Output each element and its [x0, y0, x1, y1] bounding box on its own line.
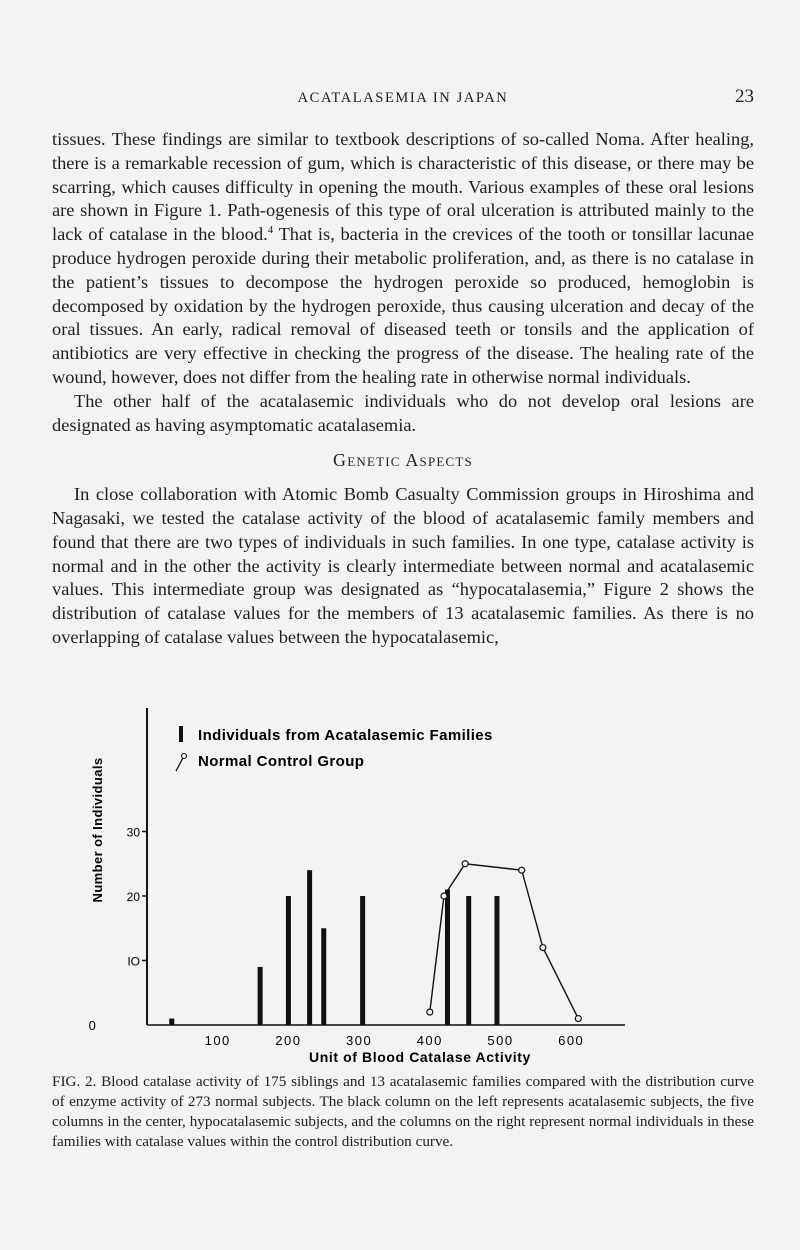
x-tick-label: 0	[88, 1018, 98, 1033]
legend-curve-label: Normal Control Group	[198, 753, 365, 770]
data-bar	[258, 967, 263, 1025]
curve-point	[441, 893, 447, 899]
paragraph: The other half of the acatalasemic individuals who do not develop oral lesions are designated as having asymptomatic acatalasemia.	[52, 390, 754, 435]
data-bar	[445, 890, 450, 1025]
legend-bar-swatch	[179, 726, 183, 742]
body-text	[52, 128, 754, 650]
legend-bars-label: Individuals from Acatalasemic Families	[198, 727, 493, 744]
x-tick-label: 300	[345, 1033, 373, 1048]
y-tick-label: 30	[126, 825, 140, 840]
caption-label: FIG. 2.	[52, 1073, 97, 1090]
data-bar	[360, 896, 365, 1025]
normal-control-curve	[430, 864, 578, 1019]
x-axis-title: Unit of Blood Catalase Activity	[309, 1049, 531, 1065]
curve-point	[462, 861, 468, 867]
curve-point	[519, 867, 525, 873]
legend-curve-point	[182, 754, 187, 759]
figure-2	[70, 700, 650, 1070]
paragraph: In close collaboration with Atomic Bomb Casualty Commission groups in Hiroshima and Nagasaki, we tested the catalase activity of the blood of acatalasemic family members and found that there are two types of individuals in such families. In one type, catalase activity is normal and in the other the activity is clearly intermediate between normal and acatalasemic values. This intermediate group was designated as “hypocatalasemia,” Figure 2 shows the distribution of catalase values for the members of 13 acatalasemic families. As there is no overlapping of catalase values between the hypocatalasemic,	[52, 484, 754, 647]
page-header	[52, 86, 754, 112]
curve-point	[427, 1009, 433, 1015]
x-tick-label: 100	[204, 1033, 231, 1048]
footnote-ref: 4	[267, 224, 274, 237]
x-tick-label: 600	[558, 1033, 585, 1048]
data-bar	[321, 928, 326, 1025]
data-bar	[286, 896, 291, 1025]
y-tick-label: 20	[126, 890, 140, 904]
paragraph	[52, 128, 754, 390]
x-tick-label: 400	[416, 1033, 443, 1048]
section-heading: Genetic Aspects	[333, 450, 473, 471]
catalase-chart	[70, 700, 650, 1070]
x-tick-label: 500	[487, 1033, 514, 1048]
data-bar	[307, 870, 312, 1025]
curve-point	[575, 1016, 581, 1022]
data-bar	[169, 1019, 174, 1025]
curve-point	[540, 945, 546, 951]
figure-caption	[52, 1072, 754, 1152]
paragraph-text: That is, bacteria in the crevices of the tooth or tonsillar lacunae produce hydrogen peroxide during their metabolic proliferation, and, as there is no catalase in the patient’s tissues to decompose the hydrogen peroxide so produced, hemoglobin is decomposed by oxidation by the hydrogen peroxide, thus causing ulceration and decay of the oral tissues. An early, radical removal of diseased teeth or tonsils and the application of antibiotics are very effective in checking the progress of the disease. The healing rate of the wound, however, does not differ from the healing rate in otherwise normal individuals.	[52, 224, 754, 387]
caption-text: Blood catalase activity of 175 siblings and 13 acatalasemic families compared with the distribution curve of enzyme activity of 273 normal subjects. The black column on the left represents acatalasemic subjects, the five columns in the center, hypocatalasemic subjects, and the columns on the right represent normal individuals in these families with catalase values within the control distribution curve.	[52, 1073, 754, 1150]
page-number: 23	[735, 86, 754, 107]
data-bar	[466, 896, 471, 1025]
y-axis-title: Number of Individuals	[90, 757, 105, 903]
running-head: ACATALASEMIA IN JAPAN	[297, 90, 509, 106]
y-tick-label: IO	[127, 954, 140, 969]
paragraph-text: tissues. These findings are similar to textbook descriptions of so-called Noma. After healing, there is a remarkable recession of gum, which is characteristic of this disease, or there may be scarring, which causes difficulty in opening the mouth. Various examples of these oral lesions are shown in Figure 1. Path-ogenesis of this type of oral ulceration is attributed mainly to the lack of catalase in the blood.	[52, 129, 754, 245]
x-tick-label: 200	[275, 1033, 302, 1048]
data-bar	[494, 896, 499, 1025]
